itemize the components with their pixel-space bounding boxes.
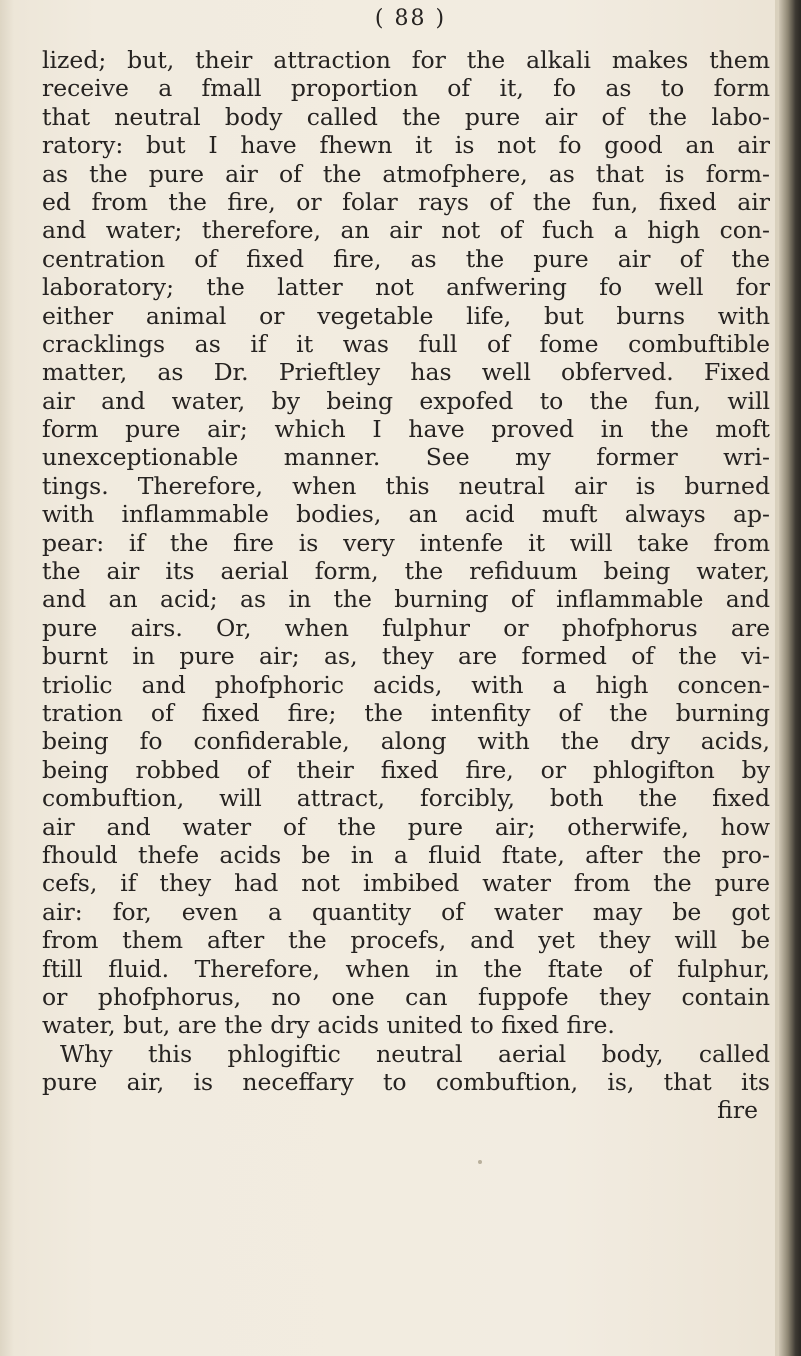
text-line: cracklings as if it was full of fome combuftible bbox=[42, 329, 770, 358]
text-line: receive a fmall proportion of it, fo as to form bbox=[42, 74, 770, 103]
text-line: air and water of the pure air; otherwife, how bbox=[42, 812, 770, 841]
text-line: pure air, is neceffary to combuftion, is, that its bbox=[42, 1068, 770, 1097]
paragraph-start-line: Why this phlogiftic neutral aerial body, called bbox=[60, 1039, 770, 1068]
text-line: ed from the fire, or folar rays of the fun, fixed air bbox=[42, 187, 770, 216]
text-line: centration of fixed fire, as the pure air of the bbox=[42, 244, 770, 273]
text-line: the air its aerial form, the refiduum being water, bbox=[42, 557, 770, 586]
body-text bbox=[42, 46, 770, 1125]
text-line: air and water, by being expofed to the fun, will bbox=[42, 386, 770, 415]
text-line: tration of fixed fire; the intenfity of the burning bbox=[42, 698, 770, 727]
text-line: unexceptionable manner. See my former wri- bbox=[42, 443, 770, 472]
text-line: tings. Therefore, when this neutral air is burned bbox=[42, 471, 770, 500]
text-line: ratory: but I have fhewn it is not fo good an air bbox=[42, 131, 770, 160]
binding-shadow bbox=[0, 0, 14, 1356]
text-line: being fo confiderable, along with the dry acids, bbox=[42, 727, 770, 756]
text-line: pure airs. Or, when fulphur or phofphorus are bbox=[42, 613, 770, 642]
text-line: from them after the procefs, and yet they will be bbox=[42, 926, 770, 955]
text-line: burnt in pure air; as, they are formed of the vi- bbox=[42, 642, 770, 671]
catchword: fire bbox=[717, 1096, 758, 1125]
page-number: ( 88 ) bbox=[374, 6, 447, 31]
text-line: fhould thefe acids be in a fluid ftate, after the pro- bbox=[42, 840, 770, 869]
book-edge bbox=[779, 0, 801, 1356]
text-line: air: for, even a quantity of water may be got bbox=[42, 897, 770, 926]
text-line: triolic and phofphoric acids, with a high concen- bbox=[42, 670, 770, 699]
text-line: and an acid; as in the burning of inflammable and bbox=[42, 585, 770, 614]
text-line: and water; therefore, an air not of fuch a high con- bbox=[42, 216, 770, 245]
text-line: that neutral body called the pure air of the labo- bbox=[42, 102, 770, 131]
text-line: lized; but, their attraction for the alkali makes them bbox=[42, 46, 770, 74]
text-line: as the pure air of the atmofphere, as that is form- bbox=[42, 159, 770, 188]
text-line: or phofphorus, no one can fuppofe they contain bbox=[42, 982, 770, 1011]
text-line: water, but, are the dry acids united to fixed fire. bbox=[42, 1011, 615, 1040]
text-line: either animal or vegetable life, but burns with bbox=[42, 301, 770, 330]
text-line: matter, as Dr. Prieftley has well obferved. Fixed bbox=[42, 358, 770, 387]
text-line: ftill fluid. Therefore, when in the ftate of fulphur, bbox=[42, 954, 770, 983]
text-line: pear: if the fire is very intenfe it will take from bbox=[42, 528, 770, 557]
text-line: with inflammable bodies, an acid muft always ap- bbox=[42, 500, 770, 529]
text-line: cefs, if they had not imbibed water from the pure bbox=[42, 869, 770, 898]
text-line: combuftion, will attract, forcibly, both the fixed bbox=[42, 784, 770, 813]
text-line: laboratory; the latter not anfwering fo well for bbox=[42, 273, 770, 302]
text-line: form pure air; which I have proved in the moft bbox=[42, 415, 770, 444]
text-line: being robbed of their fixed fire, or phlogifton by bbox=[42, 755, 770, 784]
paper-blemish bbox=[478, 1160, 482, 1164]
